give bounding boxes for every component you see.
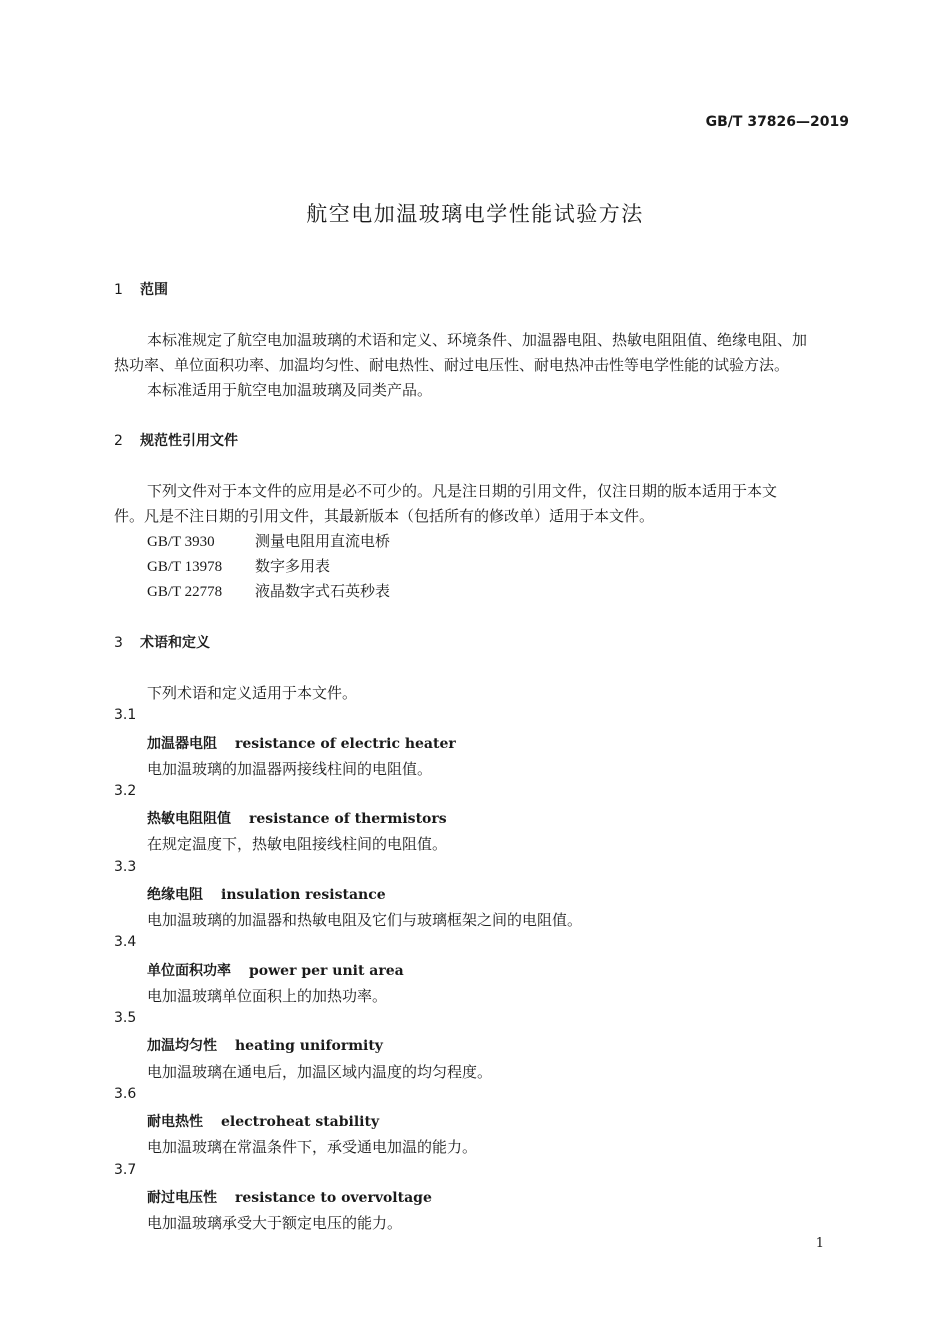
term-zh: 加温器电阻: [147, 736, 217, 752]
term-zh: 耐电热性: [147, 1114, 203, 1130]
standard-code: GB/T 37826—2019: [705, 114, 849, 130]
paragraph: 热功率、单位面积功率、加温均匀性、耐电热性、耐过电压性、耐电热冲击性等电学性能的试验方法。: [114, 356, 790, 374]
page-number: 1: [815, 1236, 824, 1251]
term-definition: 电加温玻璃在通电后，加温区域内温度的均匀程度。: [147, 1063, 493, 1081]
reference-item: [147, 530, 390, 551]
term-en: electroheat stability: [221, 1114, 380, 1130]
term-en: resistance of thermistors: [249, 811, 447, 827]
term-en: insulation resistance: [221, 887, 386, 903]
term-number: 3.7: [114, 1162, 137, 1178]
term-definition: 电加温玻璃单位面积上的加热功率。: [147, 987, 388, 1005]
term-number: 3.1: [114, 707, 137, 723]
section-title: 规范性引用文件: [140, 433, 238, 449]
reference-code: GB/T 3930: [147, 534, 215, 550]
term-definition: 电加温玻璃的加温器两接线柱间的电阻值。: [147, 760, 433, 778]
term-zh: 加温均匀性: [147, 1038, 217, 1054]
reference-title: 液晶数字式石英秒表: [255, 582, 391, 600]
section-1-heading: [114, 279, 168, 299]
term-en: resistance to overvoltage: [235, 1190, 432, 1206]
reference-code: GB/T 22778: [147, 584, 223, 600]
paragraph: 下列文件对于本文件的应用是必不可少的。凡是注日期的引用文件，仅注日期的版本适用于本文: [147, 482, 778, 500]
reference-title: 数字多用表: [255, 557, 331, 575]
term-number: 3.2: [114, 783, 137, 799]
term-en: heating uniformity: [235, 1038, 383, 1054]
term-number: 3.5: [114, 1010, 137, 1026]
term-zh: 热敏电阻阻值: [147, 811, 231, 827]
paragraph: 下列术语和定义适用于本文件。: [147, 684, 358, 702]
section-number: 1: [114, 282, 123, 298]
term-heading: [147, 1111, 379, 1131]
section-title: 范围: [140, 282, 168, 298]
term-number: 3.3: [114, 859, 137, 875]
term-definition: 电加温玻璃在常温条件下，承受通电加温的能力。: [147, 1138, 478, 1156]
term-heading: [147, 808, 447, 828]
term-heading: [147, 1187, 432, 1207]
term-heading: [147, 733, 456, 753]
term-definition: 电加温玻璃承受大于额定电压的能力。: [147, 1214, 403, 1232]
reference-title: 测量电阻用直流电桥: [255, 532, 391, 550]
term-zh: 耐过电压性: [147, 1190, 217, 1206]
section-3-heading: [114, 632, 210, 652]
document-title: 航空电加温玻璃电学性能试验方法: [306, 202, 644, 226]
term-zh: 单位面积功率: [147, 963, 231, 979]
section-number: 2: [114, 433, 123, 449]
section-title: 术语和定义: [140, 635, 210, 651]
term-number: 3.4: [114, 934, 137, 950]
term-heading: [147, 1035, 383, 1055]
paragraph: 件。凡是不注日期的引用文件，其最新版本（包括所有的修改单）适用于本文件。: [114, 507, 655, 525]
paragraph: 本标准适用于航空电加温玻璃及同类产品。: [147, 381, 433, 399]
term-number: 3.6: [114, 1086, 137, 1102]
term-heading: [147, 884, 386, 904]
term-en: resistance of electric heater: [235, 736, 456, 752]
reference-code: GB/T 13978: [147, 559, 223, 575]
reference-item: [147, 580, 390, 601]
term-en: power per unit area: [249, 963, 404, 979]
reference-item: [147, 555, 330, 576]
section-2-heading: [114, 430, 238, 450]
term-heading: [147, 960, 404, 980]
term-definition: 电加温玻璃的加温器和热敏电阻及它们与玻璃框架之间的电阻值。: [147, 911, 583, 929]
section-number: 3: [114, 635, 123, 651]
term-zh: 绝缘电阻: [147, 887, 203, 903]
paragraph: 本标准规定了航空电加温玻璃的术语和定义、环境条件、加温器电阻、热敏电阻阻值、绝缘电阻、加: [147, 331, 808, 349]
term-definition: 在规定温度下，热敏电阻接线柱间的电阻值。: [147, 835, 448, 853]
